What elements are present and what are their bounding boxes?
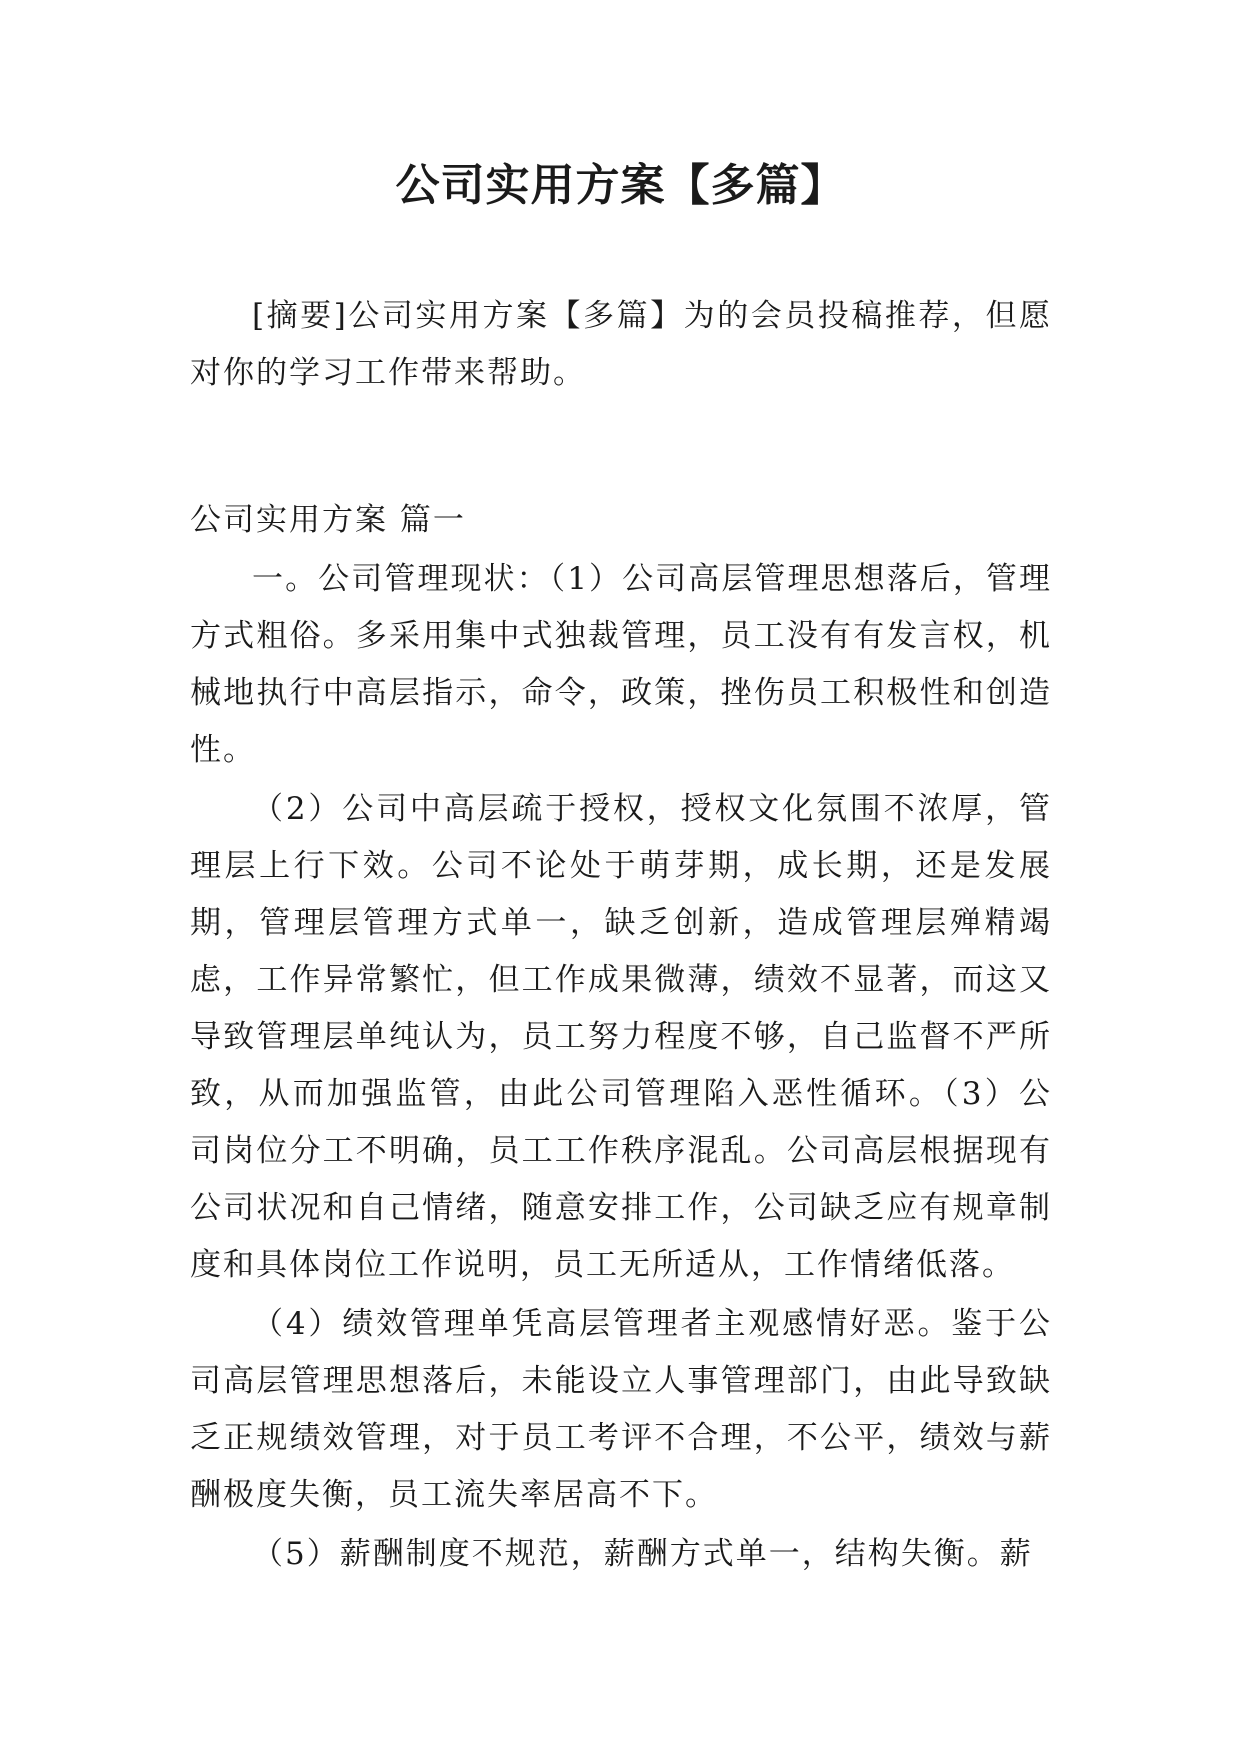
body-paragraph-1: 一。公司管理现状：（1）公司高层管理思想落后，管理方式粗俗。多采用集中式独裁管理，员工没有有发言权，机械地执行中高层指示，命令，政策，挫伤员工积极性和创造性。 xyxy=(190,561,1052,768)
body-paragraph-4: （5）薪酬制度不规范，薪酬方式单一，结构失衡。薪 xyxy=(252,1536,1033,1572)
body-paragraph-2: （2）公司中高层疏于授权，授权文化氛围不浓厚，管理层上行下效。公司不论处于萌芽期，成长期，还是发展期，管理层管理方式单一，缺乏创新，造成管理层殚精竭虑，工作异常繁忙，但工作成果微薄，绩效不显著，而这又导致管理层单纯认为，员工努力程度不够，自己监督不严所致，从而加强监管，由此公司管理陷入恶性循环。（3）公司岗位分工不明确，员工工作秩序混乱。公司高层根据现有公司状况和自己情绪，随意安排工作，公司缺乏应有规章制度和具体岗位工作说明，员工无所适从，工作情绪低落。 xyxy=(190,791,1052,1283)
document-title: 公司实用方案【多篇】 xyxy=(395,160,846,211)
section-heading: 公司实用方案 篇一 xyxy=(190,502,466,538)
body-paragraph-3: （4）绩效管理单凭高层管理者主观感情好恶。鉴于公司高层管理思想落后，未能设立人事管理部门，由此导致缺乏正规绩效管理，对于员工考评不合理，不公平，绩效与薪酬极度失衡，员工流失率居高不下。 xyxy=(190,1306,1052,1513)
document-body xyxy=(190,288,1052,1583)
abstract-paragraph: [摘要]公司实用方案【多篇】为的会员投稿推荐，但愿对你的学习工作带来帮助。 xyxy=(190,298,1052,391)
spacer xyxy=(190,402,1052,492)
